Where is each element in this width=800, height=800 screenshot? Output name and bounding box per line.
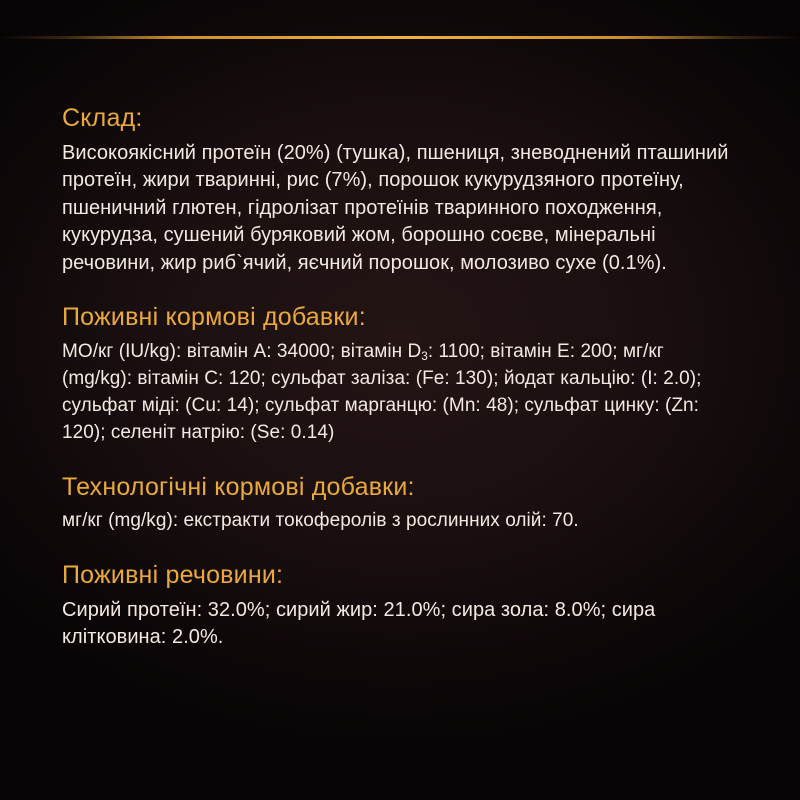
section-title-analytical-constituents: Поживні речовини:	[62, 561, 284, 590]
section-body-technological-additives: мг/кг (mg/kg): екстракти токоферолів з рослинних олій: 70.	[62, 510, 579, 532]
section-body-nutritional-additives	[62, 339, 734, 447]
nutritional-additives-text-part-2: : 1100; вітамін E: 200; мг/кг (mg/kg): вітамін C: 120; сульфат заліза: (Fe: 130); йодат кальцію: (I: 2.0); сульфат міді: (Cu: 14); сульфат марганцю: (Mn: 48); сульфат цинку: (Zn: 120); селеніт натрію: (Se: 0.14)	[62, 340, 702, 443]
section-nutritional-additives	[62, 303, 734, 446]
section-title-technological-additives: Технологічні кормові добавки:	[62, 472, 415, 501]
section-body-analytical-constituents: Сирий протеїн: 32.0%; сирий жир: 21.0%; сира зола: 8.0%; сира клітковина: 2.0%.	[62, 598, 656, 649]
section-body-composition: Високоякісний протеїн (20%) (тушка), пшениця, зневоднений пташиний протеїн, жири тваринні, рис (7%), порошок кукурудзяного протеїну, пшеничний глютен, гідролізат протеїнів тваринного походження, кукурудза, сушений буряковий жом, борошно соєве, мінеральні речовини, жир риб`ячий, яєчний порошок, молозиво сухе (0.1%).	[62, 141, 729, 274]
section-analytical-constituents	[62, 561, 734, 652]
nutritional-additives-text-part-1: МО/кг (IU/kg): вітамін A: 34000; вітамін D	[62, 340, 422, 362]
section-composition	[62, 104, 734, 277]
vitamin-d3-subscript: 3	[421, 350, 428, 364]
gold-divider-rule	[0, 36, 800, 39]
label-content	[62, 104, 734, 678]
section-title-nutritional-additives: Поживні кормові добавки:	[62, 303, 366, 332]
section-technological-additives	[62, 473, 734, 535]
section-title-composition: Склад:	[62, 104, 143, 132]
